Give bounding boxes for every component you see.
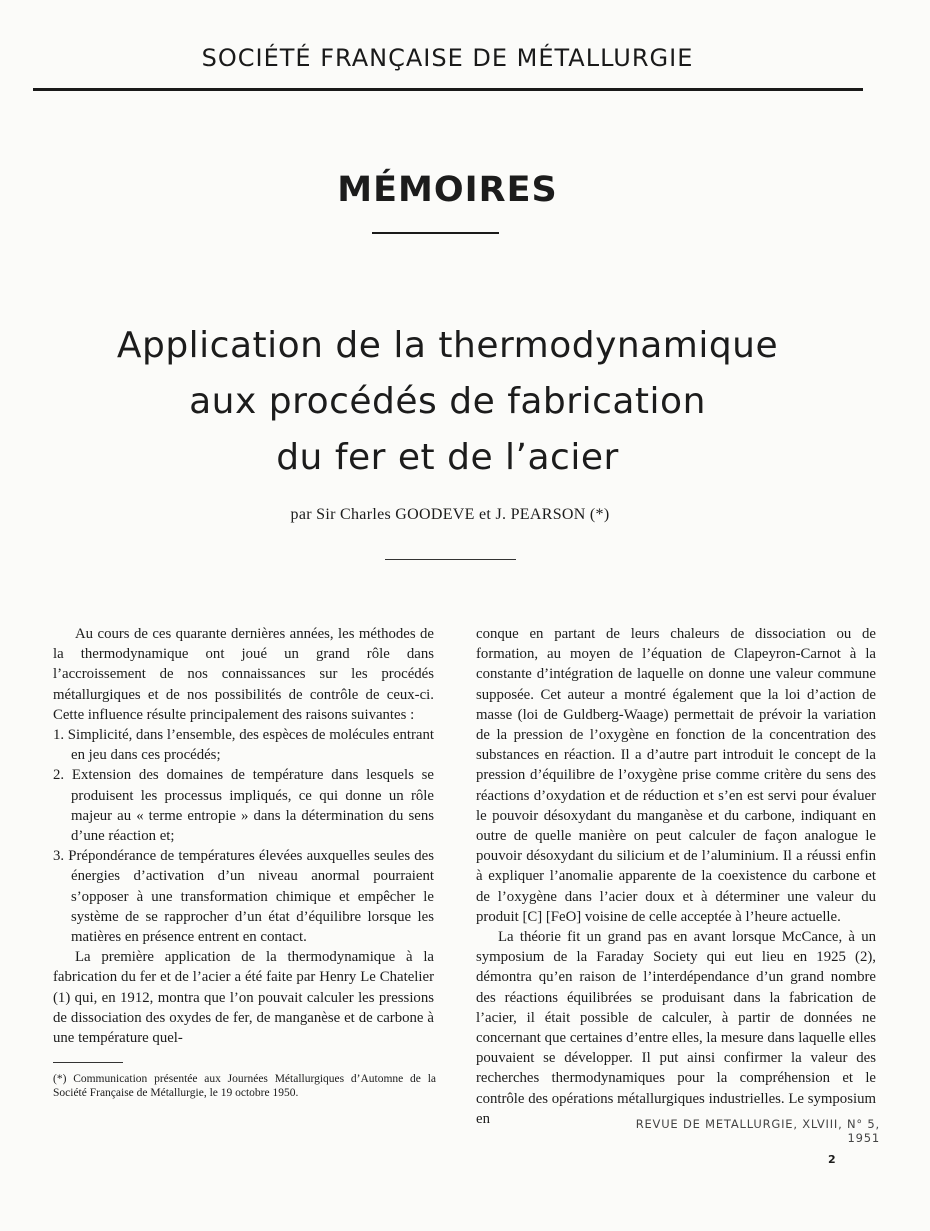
footnote-rule <box>53 1062 123 1063</box>
le-chatelier-paragraph: La première application de la thermodynamique à la fabrication du fer et de l’acier a été faite par Henry Le Chatelier (1) qui, en 1912, montra que l’on pouvait calculer les pressions de dissociation des oxydes de fer, de manganèse et de carbone à une température quel- <box>53 949 434 1047</box>
footnote: (*) Communication présentée aux Journées Métallurgiques d’Automne de la Société Française de Métallurgie, le 19 octobre 1950. <box>53 1073 436 1099</box>
article-title <box>0 318 895 486</box>
reason-item-2: 2. Extension des domaines de température dans lesquels se produisent les processus impliqués, ce qui donne un rôle majeur au « terme entropie » dans la détermination du sens d’une réaction et; <box>53 767 434 845</box>
article-title-line-2: aux procédés de fabrication <box>189 381 706 422</box>
intro-paragraph: Au cours de ces quarante dernières années, les méthodes de la thermodynamique ont joué un grand rôle dans l’accroissement de nos connaissances sur les procédés métallurgiques et de nos possibilités de contrôle de ceux-ci. Cette influence résulte principalement des raisons suivantes : <box>53 626 434 723</box>
continuation-paragraph: conque en partant de leurs chaleurs de dissociation ou de formation, au moyen de l’équation de Clapeyron-Carnot à la constante d’intégration de laquelle on donne une valeur commune supposée. Cet auteur a montré également que la loi d’action de masse (loi de Guldberg-Waage) permettait de prévoir la variation de la pression de l’oxygène en fonction de la concentration des substances en réaction. Il a d’autre part introduit le concept de la pression d’équilibre de l’oxygène prise comme critère du sens des réactions d’oxydation et de réduction et s’en est servi pour évaluer le pouvoir désoxydant du manganèse et du carbone, indiquant en outre de quelle manière on peut calculer de façon analogue le pouvoir désoxydant du silicium et de l’aluminium. Il a réussi enfin à expliquer l’anomalie apparente de la coexistence du carbone et de l’oxygène dans l’acier doux et à déterminer une valeur du produit [C] [FeO] voisine de celle acceptée à l’heure actuelle. <box>476 626 876 925</box>
reason-item-3: 3. Prépondérance de températures élevées auxquelles seules des énergies d’activation d’un niveau anormal pourraient s’opposer à une transformation chimique et empêcher le système de se rapprocher d’un état d’équilibre lorsque les matières en présence entrent en contact. <box>53 848 434 946</box>
body-column-right <box>476 624 876 1129</box>
reason-item-1: 1. Simplicité, dans l’ensemble, des espèces de molécules entrant en jeu dans ces procédés; <box>53 727 434 764</box>
section-title: MÉMOIRES <box>337 170 558 210</box>
society-header: SOCIÉTÉ FRANÇAISE DE MÉTALLURGIE <box>201 44 694 72</box>
journal-reference: REVUE DE METALLURGIE, XLVIII, N° 5, 1951 <box>635 1117 880 1145</box>
mccance-paragraph: La théorie fit un grand pas en avant lorsque McCance, à un symposium de la Faraday Society qui eut lieu en 1925 (2), démontra qu’en raison de l’interdépendance d’un grand nombre des réactions équilibrées se produisant dans la fabrication de l’acier, il était possible de calculer, à partir de données ne concernant que certaines d’entre elles, la mesure dans laquelle elles pouvaient se développer. Il put ainsi confirmer la valeur des recherches thermodynamiques pour la compréhension et le contrôle des opérations métallurgiques industrielles. Le symposium en <box>476 929 876 1127</box>
header-rule <box>33 88 863 91</box>
authors-rule <box>385 559 516 560</box>
body-column-left <box>53 624 434 1048</box>
article-title-line-1: Application de la thermodynamique <box>116 325 779 366</box>
page-number: 2 <box>828 1153 836 1166</box>
reasons-list <box>53 725 434 947</box>
article-authors: par Sir Charles GOODEVE et J. PEARSON (*) <box>290 506 610 523</box>
section-rule <box>372 232 499 234</box>
article-title-line-3: du fer et de l’acier <box>276 437 619 478</box>
